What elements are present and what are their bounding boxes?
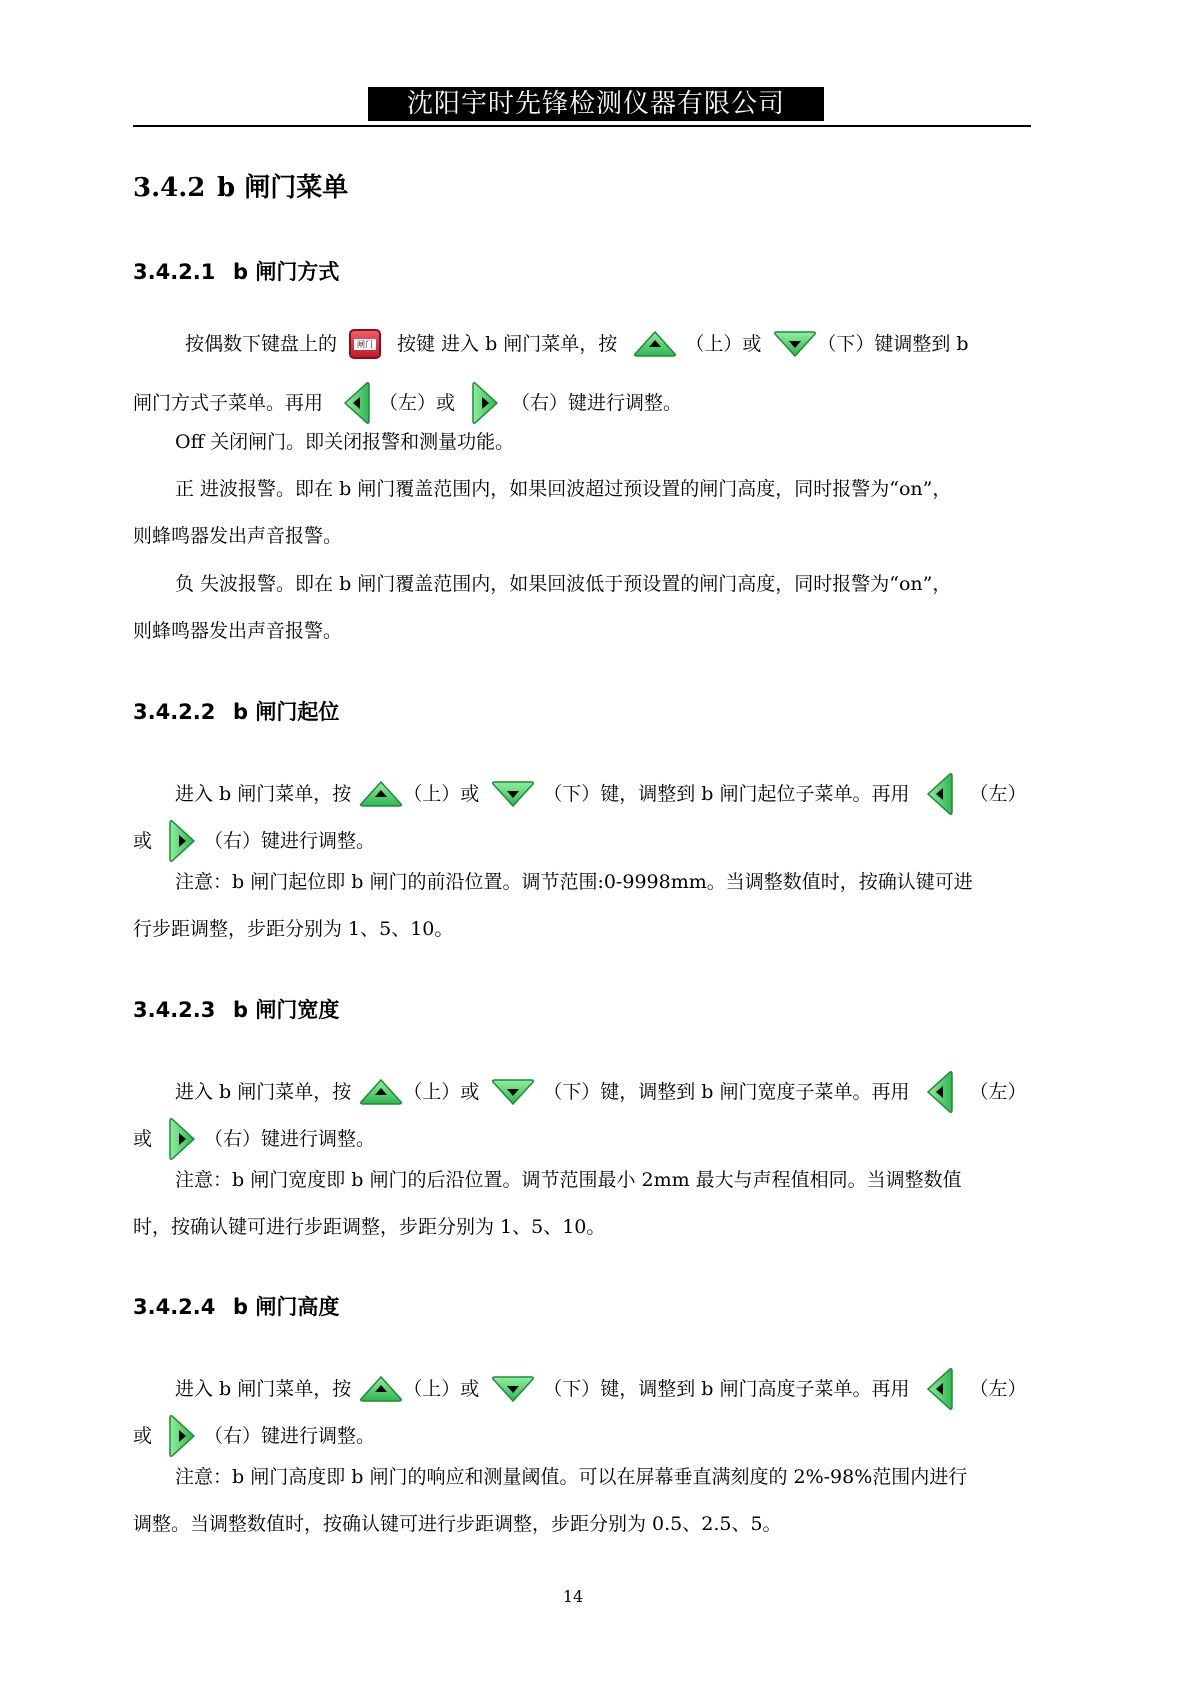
- up-key-icon: [633, 330, 677, 358]
- left-key-icon: [926, 1367, 954, 1411]
- subsection-number: 3.4.2.4: [133, 1295, 216, 1319]
- subsection-title: b 闸门方式: [233, 260, 340, 284]
- subsection-heading-gate-height: [133, 1291, 339, 1321]
- paragraph-line: 或 （右）键进行调整。: [133, 1117, 1031, 1161]
- gate-key-icon: 闸门: [349, 329, 381, 359]
- note-line: 注意：b 闸门宽度即 b 闸门的后沿位置。调节范围最小 2mm 最大与声程值相同。当调整数值: [175, 1169, 962, 1191]
- section-heading: [133, 167, 348, 204]
- subsection-title: b 闸门宽度: [233, 998, 340, 1022]
- note-line: 行步距调整，步距分别为 1、5、10。: [133, 918, 454, 940]
- paragraph-line: 进入 b 闸门菜单，按 （上）或 （下）键，调整到 b 闸门宽度子菜单。再用 （左）: [175, 1070, 1031, 1114]
- paragraph-line: 则蜂鸣器发出声音报警。: [133, 525, 343, 547]
- subsection-number: 3.4.2.3: [133, 998, 216, 1022]
- section-title: b 闸门菜单: [217, 173, 349, 203]
- up-key-icon: [359, 1375, 403, 1403]
- subsection-heading-gate-width: [133, 994, 339, 1024]
- section-number: 3.4.2: [133, 173, 206, 203]
- paragraph-line: 则蜂鸣器发出声音报警。: [133, 620, 343, 642]
- left-key-icon: [343, 381, 371, 425]
- down-key-icon: [773, 330, 817, 358]
- company-header: 沈阳宇时先锋检测仪器有限公司: [368, 87, 824, 121]
- subsection-heading-gate-mode: [133, 256, 339, 286]
- subsection-title: b 闸门起位: [233, 700, 340, 724]
- note-line: 调整。当调整数值时，按确认键可进行步距调整，步距分别为 0.5、2.5、5。: [133, 1513, 782, 1535]
- down-key-icon: [491, 1375, 535, 1403]
- paragraph-line: 正 进波报警。即在 b 闸门覆盖范围内，如果回波超过预设置的闸门高度，同时报警为“on”，: [175, 478, 952, 500]
- right-key-icon: [168, 1414, 196, 1458]
- paragraph-line: 或 （右）键进行调整。: [133, 819, 1031, 863]
- subsection-number: 3.4.2.1: [133, 260, 216, 284]
- left-key-icon: [926, 1070, 954, 1114]
- right-key-icon: [168, 1117, 196, 1161]
- note-line: 注意：b 闸门起位即 b 闸门的前沿位置。调节范围:0-9998mm。当调整数值时，按确认键可进: [175, 871, 973, 893]
- down-key-icon: [491, 780, 535, 808]
- header-divider: [133, 125, 1031, 127]
- note-line: 注意：b 闸门高度即 b 闸门的响应和测量阈值。可以在屏幕垂直满刻度的 2%-98%范围内进行: [175, 1466, 968, 1488]
- subsection-number: 3.4.2.2: [133, 700, 216, 724]
- paragraph-line: 进入 b 闸门菜单，按 （上）或 （下）键，调整到 b 闸门起位子菜单。再用 （左）: [175, 772, 1031, 816]
- paragraph-line: Off 关闭闸门。即关闭报警和测量功能。: [175, 431, 515, 453]
- down-key-icon: [491, 1078, 535, 1106]
- subsection-title: b 闸门高度: [233, 1295, 340, 1319]
- subsection-heading-gate-start: [133, 696, 339, 726]
- note-line: 时，按确认键可进行步距调整，步距分别为 1、5、10。: [133, 1216, 606, 1238]
- paragraph-line: 或 （右）键进行调整。: [133, 1414, 1031, 1458]
- paragraph-line: 负 失波报警。即在 b 闸门覆盖范围内，如果回波低于预设置的闸门高度，同时报警为“on”，: [175, 573, 952, 595]
- paragraph-line: 闸门方式子菜单。再用 （左）或 （右）键进行调整。: [133, 381, 1031, 425]
- paragraph-line: 进入 b 闸门菜单，按 （上）或 （下）键，调整到 b 闸门高度子菜单。再用 （左）: [175, 1367, 1031, 1411]
- page-number: 14: [562, 1587, 584, 1606]
- paragraph-line: 按偶数下键盘上的 闸门 按键 进入 b 闸门菜单，按 （上）或 （下）键调整到 b: [185, 329, 1031, 359]
- up-key-icon: [359, 780, 403, 808]
- right-key-icon: [168, 819, 196, 863]
- up-key-icon: [359, 1078, 403, 1106]
- right-key-icon: [471, 381, 499, 425]
- left-key-icon: [926, 772, 954, 816]
